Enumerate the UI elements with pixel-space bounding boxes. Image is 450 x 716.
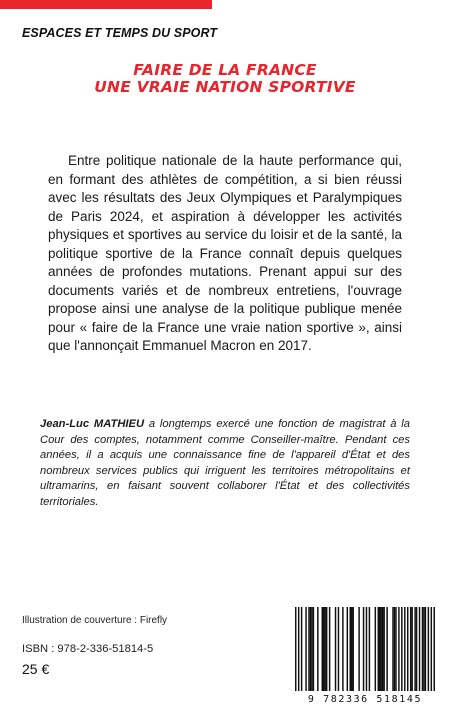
isbn: ISBN : 978-2-336-51814-5 [22, 643, 154, 655]
barcode-bar [386, 607, 387, 691]
barcode-bar [342, 607, 343, 691]
barcode-bar [407, 607, 408, 691]
barcode-bar [323, 607, 324, 691]
barcode-bar [375, 607, 376, 691]
barcode-bar [378, 607, 379, 691]
barcode-bar [326, 607, 327, 691]
author-bio-text: a longtemps exercé une fonction de magistrat à la Cour des comptes, notamment comme Conseiller-maître. Pendant ces années, il a acquis une connaissance fine de l'appareil d'État et des nombreux services publics qui irriguent les territoires métropolitains et ultramarins, en faisant souvent collaborer l'État et des collectivités territoriales. [40, 418, 410, 508]
red-accent-bar [0, 0, 212, 9]
barcode-bar [295, 607, 296, 691]
barcode-bar [350, 607, 351, 691]
barcode-bar [347, 607, 348, 691]
barcode-bar [419, 607, 420, 691]
barcode-bar [434, 607, 435, 691]
barcode-bar [410, 607, 411, 691]
barcode-bar [414, 607, 415, 691]
barcode-bar [380, 607, 381, 691]
barcode-bar [329, 607, 330, 691]
barcode-bar [382, 607, 383, 691]
barcode-bar [398, 607, 399, 691]
barcode-bar [317, 607, 318, 691]
barcode-bar [383, 607, 384, 691]
barcode-bar [395, 607, 396, 691]
barcode-bar [352, 607, 353, 691]
barcode-bar [392, 607, 393, 691]
barcode-bars [290, 603, 440, 695]
barcode-bar [351, 607, 352, 691]
author-name: Jean-Luc MATHIEU [40, 418, 145, 430]
barcode-bar [369, 607, 370, 691]
back-cover-blurb: Entre politique nationale de la haute performance qui, en formant des athlètes de compétition, a si bien réussi avec les résultats des Jeux Olympiques et Paralympiques de Paris 2024, et aspiration à développer les activités physiques et sportives au service du loisir et de la santé, la politique sportive de la France connaît depuis quelques années de profondes mutations. Prenant appui sur des documents variés et de nombreux entretiens, l'ouvrage propose ainsi une analyse de la politique publique menée pour « faire de la France une vraie nation sportive », ainsi que l'annonçait Emmanuel Macron en 2017. [48, 153, 402, 353]
barcode-bar [358, 607, 359, 691]
barcode-bar [322, 607, 323, 691]
barcode-bar [324, 607, 325, 691]
barcode-bar [401, 607, 402, 691]
barcode-bar [423, 607, 424, 691]
barcode-bar [301, 607, 302, 691]
barcode-bar [431, 607, 432, 691]
barcode-bar [416, 607, 417, 691]
book-title-line-2: UNE VRAIE NATION SPORTIVE [94, 78, 356, 96]
barcode-bar [310, 607, 311, 691]
barcode-bar [425, 607, 426, 691]
barcode-bar [428, 607, 429, 691]
barcode-bar [298, 607, 299, 691]
barcode-number: 9 782336 518145 [307, 694, 423, 705]
barcode-bar [338, 607, 339, 691]
cover-illustration-credit: Illustration de couverture : Firefly [22, 615, 168, 626]
barcode-bar [422, 607, 423, 691]
barcode-bar [335, 607, 336, 691]
series-title: ESPACES ET TEMPS DU SPORT [22, 26, 218, 40]
barcode-bar [308, 607, 309, 691]
author-bio [40, 417, 410, 510]
barcode-bar [379, 607, 380, 691]
barcode-bar [366, 607, 367, 691]
barcode-bar [394, 607, 395, 691]
barcode-bar [305, 607, 306, 691]
barcode-bar [363, 607, 364, 691]
price: 25 € [22, 661, 50, 677]
barcode-bar [404, 607, 405, 691]
barcode-bar [311, 607, 312, 691]
book-title-line-1: FAIRE DE LA FRANCE [133, 61, 317, 79]
barcode-bar [411, 607, 412, 691]
isbn-barcode [290, 603, 440, 708]
book-title [0, 62, 450, 96]
barcode-bar [313, 607, 314, 691]
